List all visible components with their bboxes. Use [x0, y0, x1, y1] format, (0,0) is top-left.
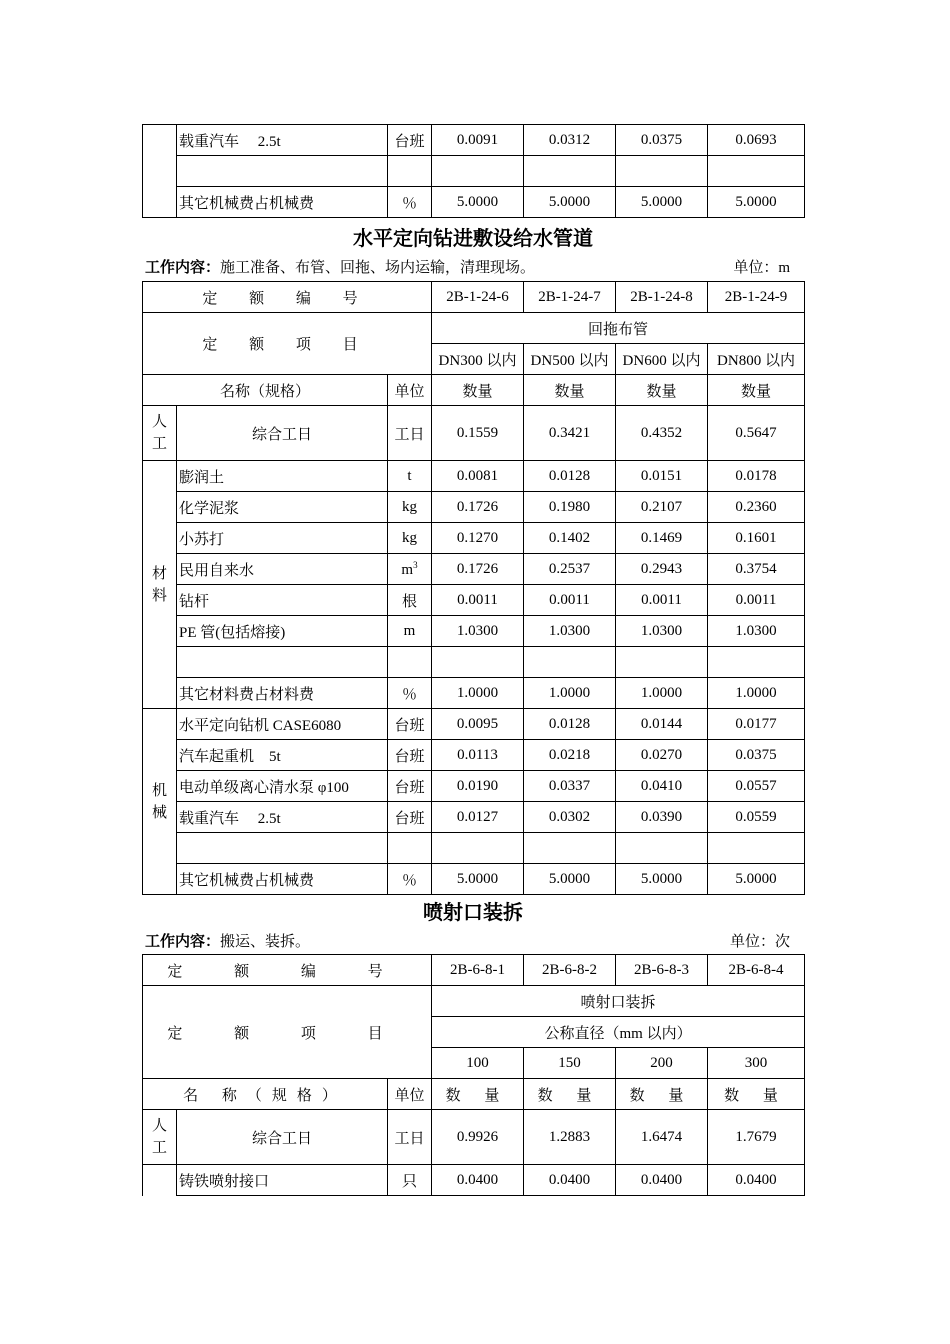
item-unit [388, 125, 432, 156]
qty-label: 数 量 [524, 1079, 616, 1110]
value-cell: 0.9926 [432, 1110, 524, 1165]
unit-text: 台班 [394, 779, 425, 796]
size-cell: DN300 以内 [432, 344, 524, 375]
quota-code: 2B-1-24-6 [432, 282, 524, 313]
item-name: 综合工日 [177, 1110, 388, 1165]
qty-label: 数量 [616, 375, 708, 406]
category-cell [143, 125, 177, 218]
value-cell: 5.0000 [616, 187, 708, 218]
unit-text: t [407, 467, 412, 484]
unit-note: 单位：次 [729, 934, 790, 950]
value-cell: 0.0270 [616, 740, 708, 771]
item-unit [388, 187, 432, 218]
material-row [143, 585, 805, 616]
item-unit [388, 523, 432, 554]
project-label: 定 额 项 目 [143, 986, 432, 1079]
section2-title: 喷射口装拆 [423, 902, 523, 924]
unit-superscript: 3 [413, 559, 418, 570]
value-cell [708, 156, 805, 187]
value-cell: 0.1469 [616, 523, 708, 554]
value-cell: 0.0557 [708, 771, 805, 802]
unit-text: m [403, 622, 416, 639]
qty-label: 数量 [524, 375, 616, 406]
section1-title: 水平定向钻进敷设给水管道 [353, 228, 593, 250]
value-cell: 0.0144 [616, 709, 708, 740]
item-unit [388, 156, 432, 187]
value-cell: 0.0400 [524, 1165, 616, 1196]
item-unit [388, 406, 432, 461]
name-label: 名称（规格） [143, 375, 388, 406]
value-cell: 1.0000 [616, 678, 708, 709]
value-cell [432, 833, 524, 864]
section1-work-content [145, 256, 790, 277]
unit-text: m [401, 561, 414, 578]
item-unit [388, 678, 432, 709]
item-unit [388, 461, 432, 492]
project-row [143, 313, 805, 344]
quota-no-label: 定 额 编 号 [143, 282, 432, 313]
value-cell: 0.0400 [616, 1165, 708, 1196]
quota-code: 2B-1-24-7 [524, 282, 616, 313]
item-unit [388, 585, 432, 616]
item-name: 钻杆 [177, 585, 388, 616]
value-cell: 0.0337 [524, 771, 616, 802]
quota-code: 2B-1-24-9 [708, 282, 805, 313]
value-cell: 0.0081 [432, 461, 524, 492]
value-cell: 0.0151 [616, 461, 708, 492]
qty-label: 数量 [708, 375, 805, 406]
item-name: 其它材料费占材料费 [177, 678, 388, 709]
value-cell: 0.0177 [708, 709, 805, 740]
value-cell: 5.0000 [708, 864, 805, 895]
section1-table [142, 281, 805, 895]
item-unit [388, 616, 432, 647]
unit-text: 工日 [394, 426, 425, 443]
value-cell: 1.0300 [708, 616, 805, 647]
value-cell [524, 647, 616, 678]
machine-row [143, 802, 805, 833]
item-name: 载重汽车 2.5t [177, 125, 388, 156]
size-cell: DN600 以内 [616, 344, 708, 375]
quota-code: 2B-1-24-8 [616, 282, 708, 313]
item-name: 膨润土 [177, 461, 388, 492]
item-unit [388, 864, 432, 895]
size-cell: 200 [616, 1048, 708, 1079]
work-content-text: 搬运、装拆。 [220, 934, 311, 950]
value-cell [616, 833, 708, 864]
value-cell: 0.0375 [708, 740, 805, 771]
unit-text: 台班 [394, 810, 425, 827]
item-name: 载重汽车 2.5t [177, 802, 388, 833]
unit-text: 台班 [394, 717, 425, 734]
unit-text: 工日 [394, 1130, 425, 1147]
category-label: 人工 [152, 1118, 168, 1156]
value-cell: 0.0011 [524, 585, 616, 616]
value-cell: 0.0302 [524, 802, 616, 833]
item-name: 化学泥浆 [177, 492, 388, 523]
machine-row [143, 709, 805, 740]
table-row [143, 125, 805, 156]
value-cell: 0.1601 [708, 523, 805, 554]
project-group: 喷射口装拆 [432, 986, 805, 1017]
work-content-label: 工作内容： [145, 260, 221, 276]
unit-note: 单位：m [733, 260, 790, 276]
item-name: PE 管(包括熔接) [177, 616, 388, 647]
value-cell [432, 647, 524, 678]
value-cell [432, 156, 524, 187]
value-cell: 5.0000 [524, 864, 616, 895]
column-header-row [143, 1079, 805, 1110]
value-cell [708, 647, 805, 678]
value-cell: 0.1726 [432, 492, 524, 523]
value-cell: 0.2360 [708, 492, 805, 523]
item-name: 水平定向钻机 CASE6080 [177, 709, 388, 740]
value-cell: 1.6474 [616, 1110, 708, 1165]
value-cell: 0.2107 [616, 492, 708, 523]
unit-text: 台班 [394, 748, 425, 765]
value-cell: 0.2537 [524, 554, 616, 585]
value-cell: 0.0312 [524, 125, 616, 156]
unit-label: 单位 [388, 375, 432, 406]
value-cell: 1.0300 [524, 616, 616, 647]
quota-code: 2B-6-8-4 [708, 955, 805, 986]
value-cell: 0.1726 [432, 554, 524, 585]
material-row [143, 523, 805, 554]
value-cell: 0.0091 [432, 125, 524, 156]
value-cell: 1.0300 [616, 616, 708, 647]
item-unit [388, 1165, 432, 1196]
value-cell: 5.0000 [432, 187, 524, 218]
value-cell: 5.0000 [524, 187, 616, 218]
value-cell: 0.0127 [432, 802, 524, 833]
value-cell: 0.0113 [432, 740, 524, 771]
value-cell: 0.0128 [524, 461, 616, 492]
quota-code: 2B-6-8-3 [616, 955, 708, 986]
item-unit [388, 833, 432, 864]
labor-row [143, 1110, 805, 1165]
value-cell: 1.0300 [432, 616, 524, 647]
value-cell: 0.0095 [432, 709, 524, 740]
item-unit [388, 492, 432, 523]
value-cell: 0.1559 [432, 406, 524, 461]
qty-label: 数 量 [616, 1079, 708, 1110]
value-cell: 0.5647 [708, 406, 805, 461]
column-header-row [143, 375, 805, 406]
value-cell: 0.1980 [524, 492, 616, 523]
size-cell: DN500 以内 [524, 344, 616, 375]
value-cell: 0.0011 [432, 585, 524, 616]
value-cell: 5.0000 [432, 864, 524, 895]
item-unit [388, 647, 432, 678]
value-cell: 0.0375 [616, 125, 708, 156]
quota-code-row [143, 282, 805, 313]
value-cell [524, 156, 616, 187]
category-cell [143, 709, 177, 895]
value-cell: 0.4352 [616, 406, 708, 461]
machine-row [143, 864, 805, 895]
item-unit [388, 709, 432, 740]
name-label: 名 称（规格） [143, 1079, 388, 1110]
value-cell [708, 833, 805, 864]
value-cell [616, 647, 708, 678]
item-unit [388, 802, 432, 833]
unit-text: kg [402, 529, 417, 546]
value-cell: 0.0011 [708, 585, 805, 616]
material-row [143, 647, 805, 678]
item-name: 小苏打 [177, 523, 388, 554]
item-unit [388, 771, 432, 802]
quota-code: 2B-6-8-1 [432, 955, 524, 986]
quota-code-row [143, 955, 805, 986]
size-cell: 300 [708, 1048, 805, 1079]
machine-row [143, 771, 805, 802]
labor-row [143, 406, 805, 461]
value-cell: 0.0400 [708, 1165, 805, 1196]
project-row [143, 986, 805, 1017]
unit-text: kg [402, 498, 417, 515]
value-cell: 0.1402 [524, 523, 616, 554]
category-cell [143, 406, 177, 461]
table-row [143, 156, 805, 187]
value-cell: 0.0693 [708, 125, 805, 156]
value-cell: 0.2943 [616, 554, 708, 585]
top-fragment-table [142, 124, 805, 218]
category-cell [143, 1165, 177, 1196]
project-sub: 公称直径（mm 以内） [432, 1017, 805, 1048]
value-cell: 0.0218 [524, 740, 616, 771]
project-label: 定 额 项 目 [143, 313, 432, 375]
value-cell [616, 156, 708, 187]
item-unit [388, 740, 432, 771]
work-content-text: 施工准备、布管、回拖、场内运输，清理现场。 [220, 260, 536, 276]
material-row [143, 616, 805, 647]
material-row [143, 554, 805, 585]
machine-row [143, 833, 805, 864]
item-name: 汽车起重机 5t [177, 740, 388, 771]
value-cell: 0.0178 [708, 461, 805, 492]
quota-no-label: 定 额 编 号 [143, 955, 432, 986]
material-row [143, 492, 805, 523]
size-cell: 100 [432, 1048, 524, 1079]
category-label: 材料 [152, 565, 168, 604]
size-cell: DN800 以内 [708, 344, 805, 375]
item-name [177, 833, 388, 864]
item-name: 其它机械费占机械费 [177, 187, 388, 218]
value-cell: 0.0190 [432, 771, 524, 802]
machine-row [143, 740, 805, 771]
value-cell: 0.0400 [432, 1165, 524, 1196]
item-name: 电动单级离心清水泵 φ100 [177, 771, 388, 802]
category-cell [143, 461, 177, 709]
item-name: 综合工日 [177, 406, 388, 461]
item-unit [388, 1110, 432, 1165]
value-cell: 0.1270 [432, 523, 524, 554]
value-cell: 5.0000 [616, 864, 708, 895]
material-row [143, 678, 805, 709]
project-group: 回拖布管 [432, 313, 805, 344]
item-name: 铸铁喷射接口 [177, 1165, 388, 1196]
qty-label: 数 量 [432, 1079, 524, 1110]
unit-text: 根 [402, 593, 418, 610]
value-cell: 1.7679 [708, 1110, 805, 1165]
section2-table [142, 954, 805, 1196]
category-label: 机械 [152, 782, 168, 821]
unit-text: 只 [402, 1173, 418, 1190]
value-cell: 5.0000 [708, 187, 805, 218]
value-cell: 0.3754 [708, 554, 805, 585]
item-name [177, 647, 388, 678]
value-cell: 1.0000 [708, 678, 805, 709]
item-unit [388, 554, 432, 585]
value-cell: 0.0559 [708, 802, 805, 833]
value-cell: 1.0000 [432, 678, 524, 709]
value-cell: 0.3421 [524, 406, 616, 461]
category-cell [143, 1110, 177, 1165]
unit-text: ％ [402, 686, 418, 703]
value-cell: 0.0128 [524, 709, 616, 740]
value-cell: 1.2883 [524, 1110, 616, 1165]
size-cell: 150 [524, 1048, 616, 1079]
category-label: 人工 [152, 414, 168, 452]
value-cell [524, 833, 616, 864]
item-name: 其它机械费占机械费 [177, 864, 388, 895]
unit-label: 单位 [388, 1079, 432, 1110]
material-row [143, 461, 805, 492]
qty-label: 数 量 [708, 1079, 805, 1110]
quota-code: 2B-6-8-2 [524, 955, 616, 986]
unit-text: 台班 [394, 133, 425, 150]
item-name [177, 156, 388, 187]
table-row [143, 187, 805, 218]
qty-label: 数量 [432, 375, 524, 406]
value-cell: 1.0000 [524, 678, 616, 709]
section2-work-content [145, 930, 790, 951]
item-name: 民用自来水 [177, 554, 388, 585]
work-content-label: 工作内容： [145, 934, 221, 950]
value-cell: 0.0410 [616, 771, 708, 802]
unit-text: ％ [402, 872, 418, 889]
material-row [143, 1165, 805, 1196]
value-cell: 0.0390 [616, 802, 708, 833]
value-cell: 0.0011 [616, 585, 708, 616]
unit-text: ％ [401, 195, 417, 212]
